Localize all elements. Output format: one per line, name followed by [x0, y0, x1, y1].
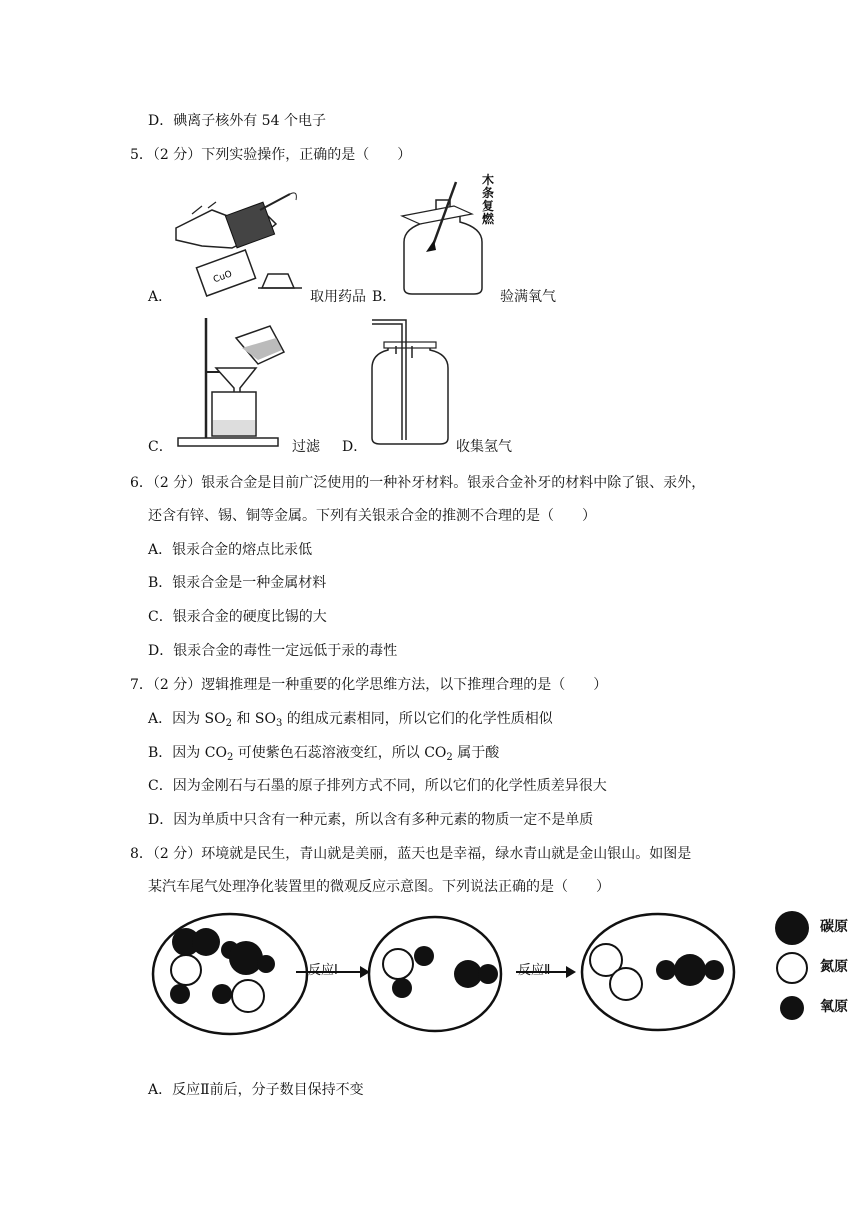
reaction-2-label: 反应Ⅱ — [518, 963, 551, 978]
q7-stem: 7．（2 分）逻辑推理是一种重要的化学思维方法，以下推理合理的是（ ） — [130, 677, 608, 693]
q5-stem: 5．（2 分）下列实验操作，正确的是（ ） — [130, 147, 412, 163]
q5-figure-label-stick-reignites: 木条复燃 — [482, 173, 495, 226]
q6-option-b: B．银汞合金是一种金属材料 — [148, 575, 327, 591]
legend-carbon-label: 碳原 — [820, 919, 848, 935]
q5-option-d-letter: D． — [342, 439, 368, 455]
q5-figure-collect-hydrogen — [366, 316, 456, 448]
q5-option-a-letter: A． — [148, 289, 173, 305]
q5-option-c-letter: C． — [148, 439, 173, 455]
q8-stem-line1: 8．（2 分）环境就是民生，青山就是美丽，蓝天也是幸福，绿水青山就是金山银山。如图是 — [130, 846, 692, 862]
q6-stem-line1: 6．（2 分）银汞合金是目前广泛使用的一种补牙材料。银汞合金补牙的材料中除了银、汞外， — [130, 475, 706, 491]
q5-option-b-caption: 验满氧气 — [500, 289, 556, 305]
q7-option-c: C．因为金刚石与石墨的原子排列方式不同，所以它们的化学性质差异很大 — [148, 778, 607, 794]
q7-option-d: D．因为单质中只含有一种元素，所以含有多种元素的物质一定不是单质 — [148, 812, 594, 828]
q5-option-c-caption: 过滤 — [292, 439, 320, 455]
q6-option-c: C．银汞合金的硬度比锡的大 — [148, 609, 327, 625]
q5-option-d-caption: 收集氢气 — [456, 439, 512, 455]
q4-option-d: D．碘离子核外有 54 个电子 — [148, 113, 326, 129]
q8-stem-line2: 某汽车尾气处理净化装置里的微观反应示意图。下列说法正确的是（ ） — [148, 879, 610, 895]
q6-option-a: A．银汞合金的熔点比汞低 — [148, 542, 313, 558]
legend-carbon-symbol — [775, 911, 809, 945]
q5-figure-oxygen-check — [396, 172, 496, 298]
q7-option-a: A．因为 $SO_2$ 和 $SO_3$ 的组成元素相同，所以它们的化学性质相似 — [148, 711, 553, 729]
reaction-1-label: 反应Ⅰ — [308, 963, 338, 978]
q6-option-d: D．银汞合金的毒性一定远低于汞的毒性 — [148, 643, 398, 659]
q6-stem-line2: 还含有锌、锡、铜等金属。下列有关银汞合金的推测不合理的是（ ） — [148, 508, 596, 524]
legend-nitrogen-symbol — [777, 953, 807, 983]
q5-figure-filtration — [172, 316, 288, 450]
q5-figure-take-medicine — [172, 188, 310, 300]
legend-oxygen-label: 氧原 — [820, 999, 848, 1015]
q8-option-a: A．反应Ⅱ前后，分子数目保持不变 — [148, 1082, 364, 1098]
q5-option-a-caption: 取用药品 — [310, 289, 366, 305]
q5-option-b-letter: B． — [372, 289, 397, 305]
q7-option-b: B．因为 $CO_2$ 可使紫色石蕊溶液变红，所以 $CO_2$ 属于酸 — [148, 745, 500, 763]
legend-oxygen-symbol — [780, 996, 804, 1020]
legend-nitrogen-label: 氮原 — [820, 959, 848, 975]
svg-text:CuO: CuO — [212, 269, 234, 286]
q8-reaction-diagram — [148, 906, 860, 1056]
